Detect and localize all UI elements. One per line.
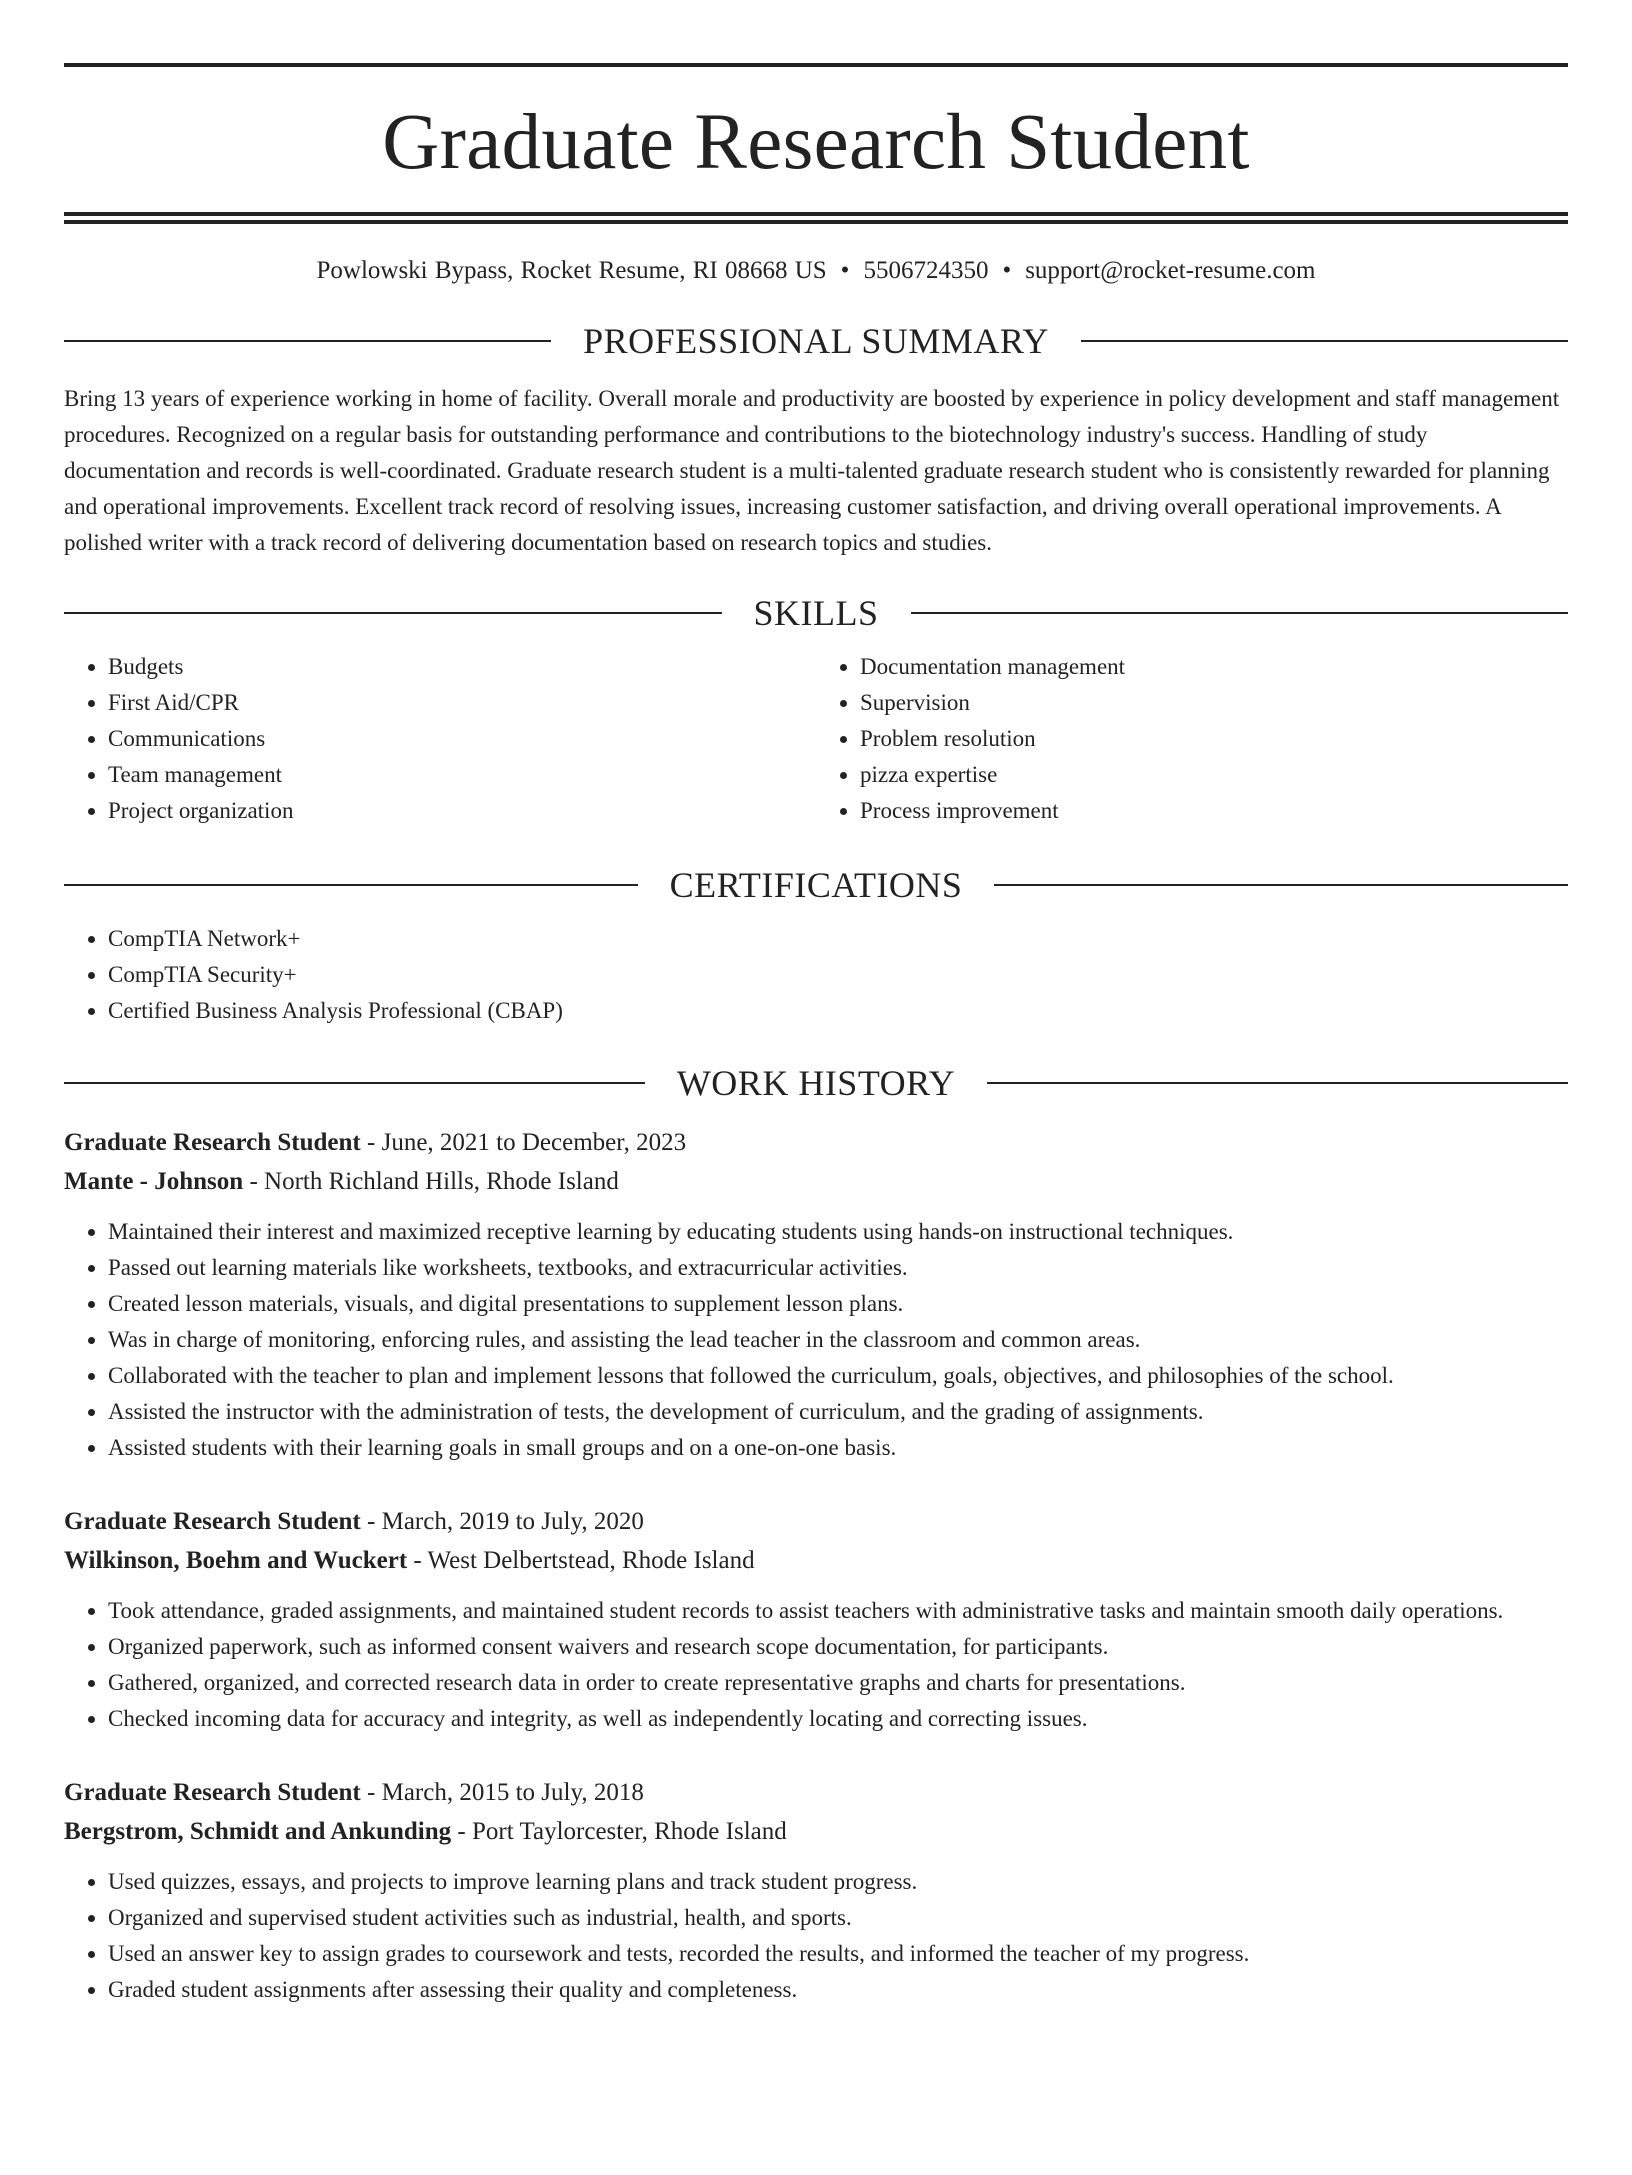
job-location: - West Delbertstead, Rhode Island — [407, 1547, 755, 1574]
job-company: Wilkinson, Boehm and Wuckert — [64, 1547, 408, 1574]
summary-text: Bring 13 years of experience working in home of facility. Overall morale and productivity are boosted by experience in policy development and staff management procedures. Recognized on a regular basis for outstanding performance and contributions to the biotechnology industry's success. Handling of study documentation and records is well-coordinated. Graduate research student is a multi-talented graduate research student who is consistently rewarded for planning and operational improvements. Excellent track record of resolving issues, increasing customer satisfaction, and driving overall operational improvements. A polished writer with a track record of delivering documentation based on research topics and studies. — [64, 386, 1560, 555]
skill-item: • Supervision — [860, 685, 1568, 721]
skill-item: • Communications — [108, 721, 816, 757]
certifications-section-heading — [64, 867, 1568, 903]
job-dates: - June, 2021 to December, 2023 — [360, 1129, 687, 1156]
heading-rule-right — [994, 884, 1568, 886]
heading-rule-left — [64, 340, 551, 342]
contact-address: Powlowski Bypass, Rocket Resume, RI 08668 US — [316, 257, 827, 284]
job-bullets — [64, 1864, 1568, 2008]
skills-column-right — [816, 649, 1568, 829]
job-location: - Port Taylorcester, Rhode Island — [451, 1818, 787, 1845]
job-company-line — [64, 1541, 1568, 1580]
skill-item: • Process improvement — [860, 793, 1568, 829]
job-company-line — [64, 1162, 1568, 1201]
skills-section-heading — [64, 595, 1568, 631]
summary-section-heading — [64, 323, 1568, 359]
job-bullets — [64, 1593, 1568, 1737]
skills-column-left — [64, 649, 816, 829]
skills-list — [64, 649, 1568, 829]
job-bullet: • Organized and supervised student activities such as industrial, health, and sports. — [108, 1900, 1568, 1936]
job-bullet: • Assisted the instructor with the administration of tests, the development of curriculum, and the grading of assignments. — [108, 1394, 1568, 1430]
job-location: - North Richland Hills, Rhode Island — [243, 1168, 619, 1195]
skill-item: • Problem resolution — [860, 721, 1568, 757]
job-role: Graduate Research Student — [64, 1129, 361, 1156]
contact-separator: • — [840, 257, 850, 284]
job-bullet: • Used quizzes, essays, and projects to improve learning plans and track student progress. — [108, 1864, 1568, 1900]
job-entry — [64, 1773, 1568, 2008]
resume-name: Graduate Research Student — [382, 99, 1250, 186]
contact-separator: • — [1002, 257, 1012, 284]
skill-item: • Project organization — [108, 793, 816, 829]
heading-rule-left — [64, 884, 638, 886]
job-bullets — [64, 1214, 1568, 1466]
job-title-line — [64, 1502, 1568, 1541]
job-bullet: • Passed out learning materials like worksheets, textbooks, and extracurricular activities. — [108, 1250, 1568, 1286]
job-bullet: • Checked incoming data for accuracy and integrity, as well as independently locating and correcting issues. — [108, 1701, 1568, 1737]
job-entry — [64, 1123, 1568, 1466]
skill-item: • Budgets — [108, 649, 816, 685]
job-company-line — [64, 1812, 1568, 1851]
job-bullet: • Collaborated with the teacher to plan and implement lessons that followed the curriculum, goals, objectives, and philosophies of the school. — [108, 1358, 1568, 1394]
job-company: Bergstrom, Schmidt and Ankunding — [64, 1818, 452, 1845]
heading-rule-right — [911, 612, 1569, 614]
contact-phone: 5506724350 — [863, 257, 989, 284]
job-bullet: • Graded student assignments after assessing their quality and completeness. — [108, 1972, 1568, 2008]
heading-rule-left — [64, 612, 722, 614]
skill-item: • pizza expertise — [860, 757, 1568, 793]
contact-email: support@rocket-resume.com — [1025, 257, 1316, 284]
skill-item: • Team management — [108, 757, 816, 793]
certification-item: • Certified Business Analysis Professional (CBAP) — [108, 993, 1568, 1029]
job-title-line — [64, 1123, 1568, 1162]
certifications-list — [64, 921, 1568, 1029]
job-entry — [64, 1502, 1568, 1737]
job-dates: - March, 2015 to July, 2018 — [360, 1779, 644, 1806]
job-bullet: • Used an answer key to assign grades to coursework and tests, recorded the results, and informed the teacher of my progress. — [108, 1936, 1568, 1972]
job-company: Mante - Johnson — [64, 1168, 244, 1195]
certification-item: • CompTIA Security+ — [108, 957, 1568, 993]
job-title-line — [64, 1773, 1568, 1812]
work-history-section-heading — [64, 1065, 1568, 1101]
job-role: Graduate Research Student — [64, 1779, 361, 1806]
resume-page — [0, 63, 1632, 2175]
skill-item: • First Aid/CPR — [108, 685, 816, 721]
heading-rule-left — [64, 1082, 645, 1084]
job-bullet: • Maintained their interest and maximized receptive learning by educating students using hands-on instructional techniques. — [108, 1214, 1568, 1250]
job-bullet: • Assisted students with their learning goals in small groups and on a one-on-one basis. — [108, 1430, 1568, 1466]
heading-rule-right — [1081, 340, 1568, 342]
job-bullet: • Organized paperwork, such as informed consent waivers and research scope documentation, for participants. — [108, 1629, 1568, 1665]
contact-line — [64, 258, 1568, 283]
certification-item: • CompTIA Network+ — [108, 921, 1568, 957]
work-history-title: WORK HISTORY — [676, 1063, 956, 1103]
skills-title: SKILLS — [753, 593, 879, 633]
top-divider — [64, 63, 1568, 67]
job-bullet: • Gathered, organized, and corrected research data in order to create representative graphs and charts for presentations. — [108, 1665, 1568, 1701]
certifications-title: CERTIFICATIONS — [669, 865, 963, 905]
job-bullet: • Was in charge of monitoring, enforcing rules, and assisting the lead teacher in the classroom and common areas. — [108, 1322, 1568, 1358]
heading-rule-right — [987, 1082, 1568, 1084]
job-bullet: • Created lesson materials, visuals, and digital presentations to supplement lesson plans. — [108, 1286, 1568, 1322]
header-double-divider — [64, 212, 1568, 224]
job-bullet: • Took attendance, graded assignments, and maintained student records to assist teachers with administrative tasks and maintain smooth daily operations. — [108, 1593, 1568, 1629]
summary-title: PROFESSIONAL SUMMARY — [583, 321, 1049, 361]
job-dates: - March, 2019 to July, 2020 — [360, 1508, 644, 1535]
job-role: Graduate Research Student — [64, 1508, 361, 1535]
skill-item: • Documentation management — [860, 649, 1568, 685]
